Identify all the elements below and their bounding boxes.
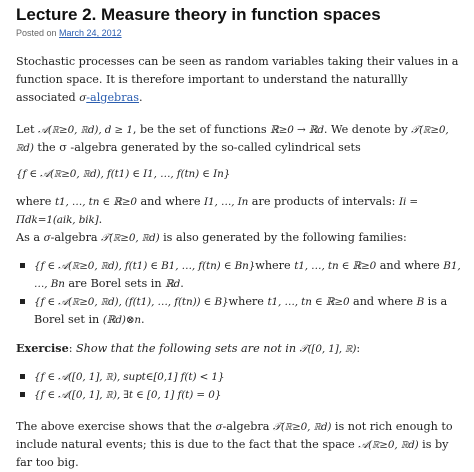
exercise-colon: : [68, 342, 77, 355]
bullet-icon [20, 263, 25, 268]
exercise-statement [16, 339, 466, 358]
where-math-3: Ii = Πdk=1(aik, bik] [16, 196, 419, 226]
paragraph-definition [16, 121, 466, 157]
bullet-icon [20, 392, 25, 397]
paragraph-conclusion [16, 418, 466, 472]
intro-tail: . [138, 91, 143, 104]
exercise-sets-list [16, 368, 466, 404]
def-a: Let [16, 123, 39, 136]
conclusion-d: is by far too big. [16, 438, 449, 469]
exercise-set-2: {f ∈ 𝒜([0, 1], ℝ), ∃t ∈ [0, 1] f(t) = 0} [34, 389, 222, 401]
list-item [16, 386, 466, 404]
conclusion-sigma: σ [215, 421, 223, 433]
exercise-set-1: {f ∈ 𝒜([0, 1], ℝ), supt∈[0,1] f(t) < 1} [34, 371, 225, 383]
family-1-b: and where [376, 259, 444, 272]
paragraph-intro [16, 53, 466, 107]
conclusion-c: is not rich enough to include natural events; this is due to the fact that the space [16, 420, 453, 451]
sigma-symbol: σ [79, 92, 87, 104]
def-b: , be the set of functions [132, 123, 271, 136]
family-2-math-2: t1, …, tn ∈ ℝ≥0 [267, 296, 350, 308]
where-line2-b: -algebra [50, 231, 102, 244]
family-1-math-3: B1, …, Bn [34, 260, 461, 290]
list-item [16, 257, 466, 293]
where-line2-sigma: σ [43, 232, 51, 244]
where-d: . [98, 213, 103, 226]
post-title: Lecture 2. Measure theory in function spaces [16, 5, 381, 24]
family-2-a: where [228, 295, 268, 308]
where-math-2: I1, …, In [204, 196, 249, 208]
family-2-b: and where [349, 295, 417, 308]
def-math-1: 𝒜(ℝ≥0, ℝd), d ≥ 1 [38, 124, 133, 136]
family-2-math-1: {f ∈ 𝒜(ℝ≥0, ℝd), (f(t1), …, f(tn)) ∈ B} [34, 296, 229, 308]
family-1-a: where [255, 259, 295, 272]
where-a: where [16, 195, 55, 208]
family-2-c: is a Borel set in [34, 295, 448, 326]
conclusion-a: The above exercise shows that the [16, 420, 216, 433]
post-date-link[interactable]: March 24, 2012 [59, 28, 122, 38]
family-1-math-4: ℝd [165, 278, 181, 290]
exercise-tail: : [356, 342, 361, 355]
bullet-icon [20, 374, 25, 379]
family-2-math-4: (ℝd)⊗n [102, 314, 142, 326]
family-1-c: are Borel sets in [64, 277, 166, 290]
family-1-math-1: {f ∈ 𝒜(ℝ≥0, ℝd), f(t1) ∈ B1, …, f(tn) ∈ Bn} [34, 260, 256, 272]
where-c: are products of intervals: [248, 195, 399, 208]
paragraph-where [16, 193, 466, 247]
sigma-algebras-link[interactable]: -algebras [86, 91, 139, 104]
post-meta [16, 27, 466, 39]
def-c: . We denote by [323, 123, 412, 136]
def-math-3: 𝒯(ℝ≥0, ℝd) [16, 124, 449, 154]
posted-on-label: Posted on [16, 28, 57, 38]
where-line2-c: is also generated by the following families: [159, 231, 407, 244]
list-item [16, 293, 466, 329]
list-item [16, 368, 466, 386]
where-b: and where [136, 195, 205, 208]
family-1-d: . [180, 277, 184, 290]
post-article [16, 4, 466, 472]
where-line2-a: As a [16, 231, 44, 244]
where-math-1: t1, …, tn ∈ ℝ≥0 [54, 196, 137, 208]
conclusion-b: -algebra [222, 420, 273, 433]
conclusion-math-2: 𝒯(ℝ≥0, ℝd) [272, 421, 332, 433]
intro-text: Stochastic processes can be seen as random variables taking their values in a function space. It is therefore important to understand the naturallly associated [16, 55, 459, 104]
def-math-2: ℝ≥0 → ℝd [270, 124, 324, 136]
exercise-label: Exercise [16, 341, 69, 355]
family-2-math-3: B [416, 296, 425, 308]
exercise-math: 𝒯([0, 1], ℝ) [299, 343, 357, 355]
conclusion-math-3: 𝒜(ℝ≥0, ℝd) [358, 439, 419, 451]
family-2-d: . [141, 313, 145, 326]
cylindrical-set-formula: {f ∈ 𝒜(ℝ≥0, ℝd), f(t1) ∈ I1, …, f(tn) ∈ In} [16, 168, 231, 180]
family-1-math-2: t1, …, tn ∈ ℝ≥0 [294, 260, 377, 272]
def-d: the σ -algebra generated by the so-called cylindrical sets [33, 141, 361, 154]
bullet-icon [20, 299, 25, 304]
where-line2-math: 𝒯(ℝ≥0, ℝd) [101, 232, 160, 244]
exercise-text: Show that the following sets are not in [76, 342, 300, 355]
generating-families-list [16, 257, 466, 329]
